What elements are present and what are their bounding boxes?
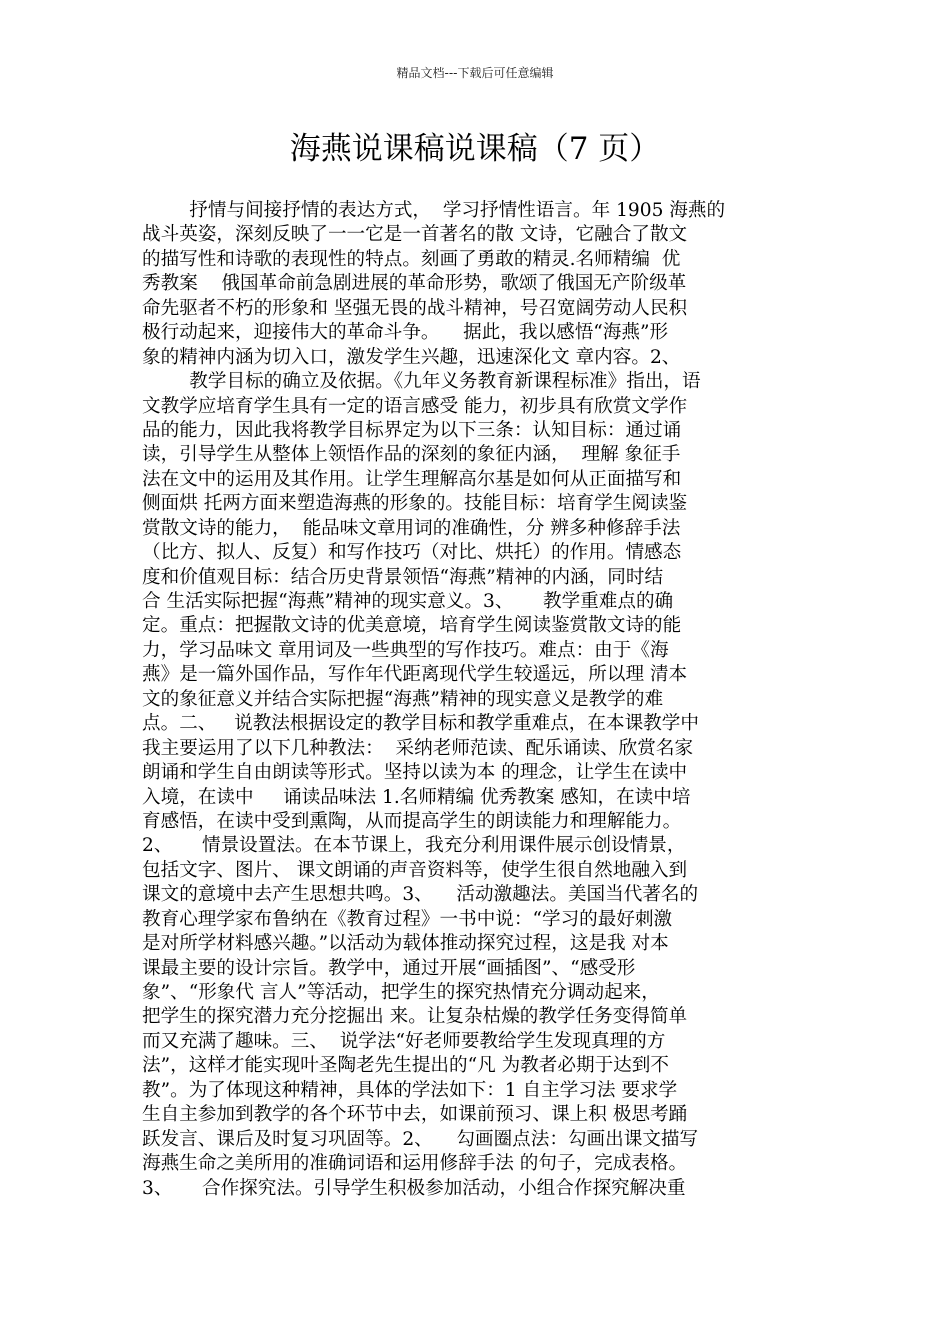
body-line: 读，引导学生从整体上领悟作品的深刻的象征内涵， 理解 象征手 xyxy=(142,444,681,466)
document-title: 海燕说课稿说课稿（7 页） xyxy=(289,131,661,167)
body-line: 定。重点：把握散文诗的优美意境，培育学生阅读鉴赏散文诗的能 xyxy=(142,615,682,637)
body-line: 合 生活实际把握“海燕”精神的现实意义。3、 教学重难点的确 xyxy=(142,591,674,612)
body-line: 法在文中的运用及其作用。让学生理解高尔基是如何从正面描写和 xyxy=(142,468,682,490)
body-line: 点。二、 说教法根据设定的教学目标和教学重难点，在本课教学中 xyxy=(142,713,699,735)
body-line: 朗诵和学生自由朗读等形式。坚持以读为本 的理念，让学生在读中 xyxy=(142,762,688,784)
body-line: 战斗英姿，深刻反映了一一它是一首著名的散 文诗，它融合了散文 xyxy=(142,224,688,246)
body-line: 课文的意境中去产生思想共鸣。3、 活动激趣法。美国当代著名的 xyxy=(142,884,699,906)
body-line: 法”，这样才能实现叶圣陶老先生提出的“凡 为教者必期于达到不 xyxy=(142,1055,669,1077)
body-line: 3、 合作探究法。引导学生积极参加活动，小组合作探究解决重 xyxy=(142,1177,686,1199)
body-line: 入境，在读中 诵读品味法 1.名师精编 优秀教案 感知，在读中培 xyxy=(142,786,691,808)
body-line: 赏散文诗的能力， 能品味文章用词的准确性，分 辨多种修辞手法 xyxy=(142,517,681,539)
body-line: 课最主要的设计宗旨。教学中，通过开展“画插图”、“感受形 xyxy=(142,957,636,979)
body-line: 品的能力，因此我将教学目标界定为以下三条：认知目标：通过诵 xyxy=(142,419,682,441)
body-line: 力，学习品味文 章用词及一些典型的写作技巧。难点：由于《海 xyxy=(142,639,669,661)
body-line: 度和价值观目标：结合历史背景领悟“海燕”精神的内涵，同时结 xyxy=(142,566,664,588)
body-line: 教学目标的确立及依据。《九年义务教育新课程标准》指出，语 xyxy=(142,371,701,393)
body-line: 把学生的探究潜力充分挖掘出 来。让复杂枯燥的教学任务变得简单 xyxy=(142,1006,688,1028)
document-body xyxy=(142,199,822,1201)
body-line: 海燕生命之美所用的准确词语和运用修辞手法 的句子，完成表格。 xyxy=(142,1153,688,1175)
body-line: 文的象征意义并结合实际把握“海燕”精神的现实意义是教学的难 xyxy=(142,688,664,710)
body-line: 命先驱者不朽的形象和 坚强无畏的战斗精神，号召宽阔劳动人民积 xyxy=(142,297,688,319)
header-note: 精品文档---下载后可任意编辑 xyxy=(396,66,554,80)
body-line: 抒情与间接抒情的表达方式， 学习抒情性语言。年 1905 海燕的 xyxy=(142,200,726,221)
body-line: 教育心理学家布鲁纳在《教育过程》一书中说：“学习的最好刺激 xyxy=(142,908,673,930)
body-line: 我主要运用了以下几种教法： 采纳老师范读、配乐诵读、欣赏名家 xyxy=(142,737,694,759)
body-line: 燕》是一篇外国作品，写作年代距离现代学生较遥远，所以理 清本 xyxy=(142,664,688,686)
body-line: 2、 情景设置法。在本节课上，我充分利用课件展示创设情景， xyxy=(142,835,686,857)
body-line: 是对所学材料感兴趣。”以活动为载体推动探究过程，这是我 对本 xyxy=(142,933,669,955)
body-line: 象”、“形象代 言人”等活动，把学生的探究热情充分调动起来， xyxy=(142,982,660,1003)
body-line: 而又充满了趣味。三、 说学法“好老师要教给学生发现真理的方 xyxy=(142,1030,666,1052)
body-line: 侧面烘 托两方面来塑造海燕的形象的。技能目标：培育学生阅读鉴 xyxy=(142,493,688,515)
body-line: （比方、拟人、反复）和写作技巧（对比、烘托）的作用。情感态 xyxy=(142,542,682,564)
body-line: 包括文字、图片、 课文朗诵的声音资料等，使学生很自然地融入到 xyxy=(142,859,688,881)
body-line: 文教学应培育学生具有一定的语言感受 能力，初步具有欣赏文学作 xyxy=(142,395,688,417)
body-line: 的描写性和诗歌的表现性的特点。刻画了勇敢的精灵.名师精编 优 xyxy=(142,248,681,270)
body-line: 教”。为了体现这种精神，具体的学法如下：1 自主学习法 要求学 xyxy=(142,1079,678,1101)
body-line: 生自主参加到教学的各个环节中去，如课前预习、课上积 极思考踊 xyxy=(142,1104,688,1126)
body-line: 象的精神内涵为切入口，激发学生兴趣，迅速深化文 章内容。2、 xyxy=(142,346,681,368)
body-line: 极行动起来，迎接伟大的革命斗争。 据此，我以感悟“海燕”形 xyxy=(142,322,669,344)
body-line: 秀教案 俄国革命前急剧进展的革命形势，歌颂了俄国无产阶级革 xyxy=(142,273,687,295)
body-line: 育感悟，在读中受到熏陶，从而提高学生的朗读能力和理解能力。 xyxy=(142,810,682,832)
body-line: 跃发言、课后及时复习巩固等。2、 勾画圈点法：勾画出课文描写 xyxy=(142,1128,699,1150)
